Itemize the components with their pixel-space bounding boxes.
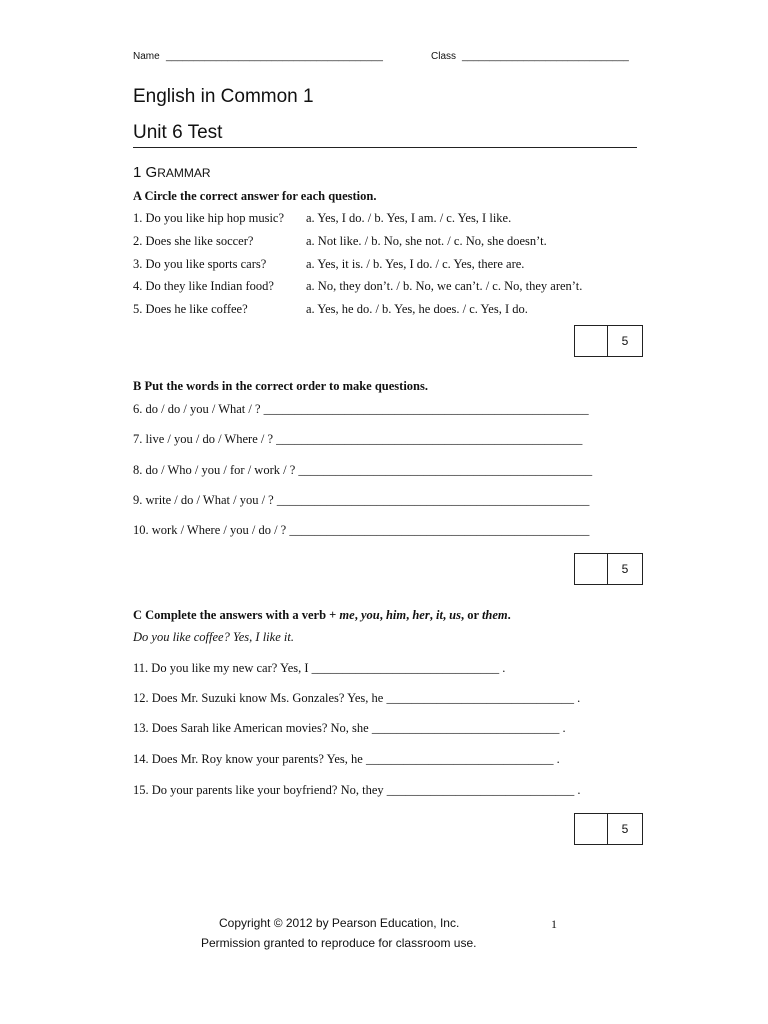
part-b-item[interactable]: 8. do / Who / you / for / work / ? _______________________________________________ [133, 463, 593, 477]
part-b-item[interactable]: 6. do / do / you / What / ? ____________________________________________________ [133, 402, 589, 416]
page-number: 1 [551, 917, 557, 931]
score-entry-field[interactable] [575, 814, 608, 844]
class-field-line[interactable]: ______________________________ [462, 51, 629, 62]
part-a-question: 5. Does he like coffee? [133, 302, 248, 316]
part-a-options[interactable]: a. No, they don’t. / b. No, we can’t. / c. No, they aren’t. [306, 279, 583, 293]
part-c-item[interactable]: 12. Does Mr. Suzuki know Ms. Gonzales? Yes, he ______________________________ . [133, 691, 581, 705]
part-c-item[interactable]: 14. Does Mr. Roy know your parents? Yes, he ______________________________ . [133, 752, 560, 766]
part-a-options[interactable]: a. Yes, it is. / b. Yes, I do. / c. Yes, there are. [306, 257, 525, 271]
part-c-max-points: 5 [621, 822, 629, 836]
part-a-max-points: 5 [621, 334, 629, 348]
part-c-item[interactable]: 13. Does Sarah like American movies? No, she ______________________________ . [133, 721, 566, 735]
copyright-notice: Copyright © 2012 by Pearson Education, Inc. [219, 916, 460, 930]
part-b-item[interactable]: 10. work / Where / you / do / ? ________________________________________________ [133, 523, 590, 537]
part-a-question: 4. Do they like Indian food? [133, 279, 274, 293]
part-a-question: 3. Do you like sports cars? [133, 257, 267, 271]
part-c-item[interactable]: 15. Do your parents like your boyfriend? No, they ______________________________ . [133, 783, 581, 797]
section-heading [133, 164, 211, 181]
part-a-instruction: A Circle the correct answer for each question. [133, 189, 377, 203]
part-a-score-box [574, 325, 643, 357]
class-label: Class [431, 51, 457, 62]
test-title: Unit 6 Test [133, 122, 223, 143]
score-entry-field[interactable] [575, 554, 608, 584]
permission-notice: Permission granted to reproduce for classroom use. [201, 936, 477, 950]
part-c-example: Do you like coffee? Yes, I like it. [133, 630, 294, 644]
section-name-rest: RAMMAR [157, 166, 211, 180]
section-name-initial: G [145, 164, 158, 181]
part-b-instruction: B Put the words in the correct order to make questions. [133, 379, 428, 393]
section-number: 1 [133, 164, 142, 181]
name-field-line[interactable]: _______________________________________ [166, 51, 383, 62]
part-a-question: 2. Does she like soccer? [133, 234, 254, 248]
score-entry-field[interactable] [575, 326, 608, 356]
part-a-options[interactable]: a. Yes, he do. / b. Yes, he does. / c. Yes, I do. [306, 302, 528, 316]
part-c-instruction: C Complete the answers with a verb + me, you, him, her, it, us, or them. [133, 608, 511, 622]
part-b-score-box [574, 553, 643, 585]
part-a-options[interactable]: a. Yes, I do. / b. Yes, I am. / c. Yes, I like. [306, 211, 512, 225]
part-b-max-points: 5 [621, 562, 629, 576]
name-label: Name [133, 51, 160, 62]
part-a-question: 1. Do you like hip hop music? [133, 211, 285, 225]
part-c-item[interactable]: 11. Do you like my new car? Yes, I ______________________________ . [133, 661, 506, 675]
part-a-options[interactable]: a. Not like. / b. No, she not. / c. No, she doesn’t. [306, 234, 547, 248]
title-rule [133, 147, 637, 148]
book-title: English in Common 1 [133, 86, 314, 107]
part-b-item[interactable]: 9. write / do / What / you / ? __________________________________________________ [133, 493, 590, 507]
part-c-score-box [574, 813, 643, 845]
part-b-item[interactable]: 7. live / you / do / Where / ? _________________________________________________ [133, 432, 583, 446]
